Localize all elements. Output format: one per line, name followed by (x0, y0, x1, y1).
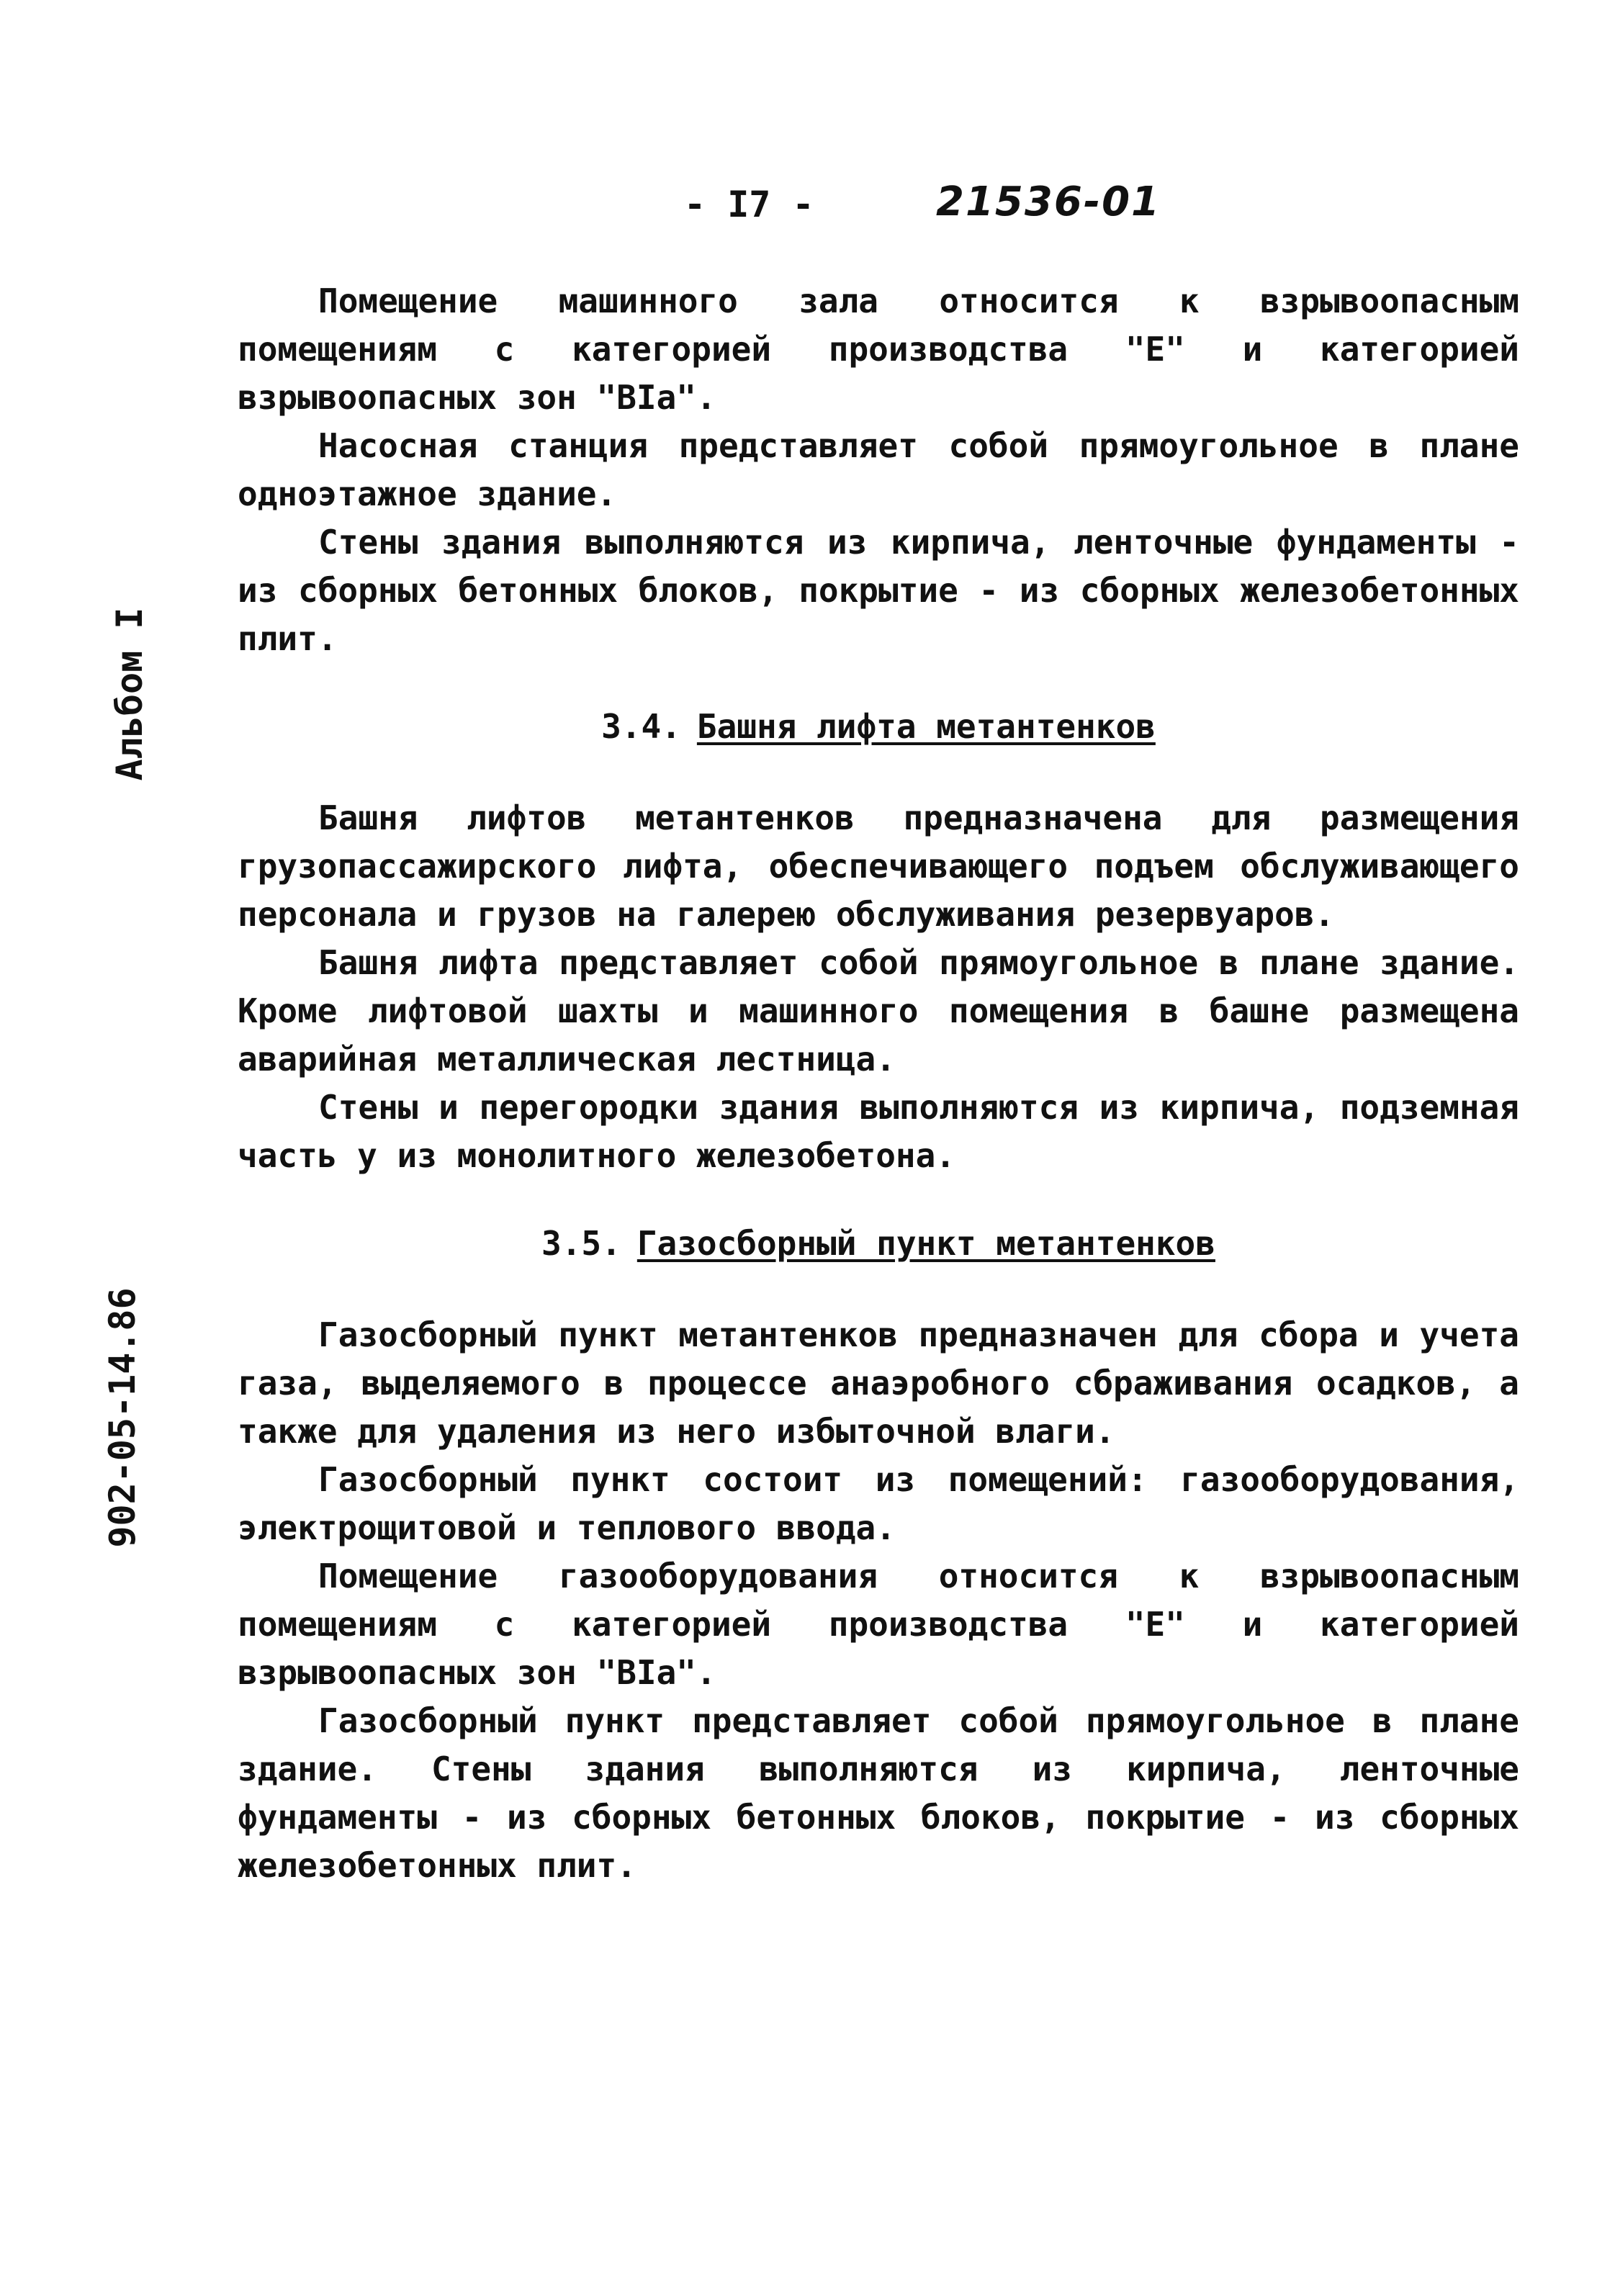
album-label: Альбом I (109, 607, 150, 781)
paragraph: Помещение машинного зала относится к взрывоопасным помещениям с категорией производства "Е" и категорией взрывоопасных зон "ВIа". (238, 282, 1519, 417)
section-title: Газосборный пункт метантенков (636, 1224, 1215, 1263)
paragraph: Газосборный пункт метантенков предназначен для сбора и учета газа, выделяемого в процессе анаэробного сбраживания осадков, а также для удаления из него избыточной влаги. (238, 1315, 1519, 1451)
paragraph: Стены здания выполняются из кирпича, ленточные фундаменты - из сборных бетонных блоков, покрытие - из сборных железобетонных плит. (238, 523, 1519, 658)
document-body (238, 277, 1519, 1890)
paragraph: Помещение газооборудования относится к взрывоопасным помещениям с категорией производства "Е" и категорией взрывоопасных зон "ВIа". (238, 1557, 1519, 1692)
section-heading-3-5 (238, 1220, 1519, 1268)
section-number: 3.4. (601, 707, 681, 746)
section-heading-3-4 (238, 703, 1519, 751)
paragraph: Газосборный пункт представляет собой прямоугольное в плане здание. Стены здания выполняются из кирпича, ленточные фундаменты - из сборных бетонных блоков, покрытие - из сборных железобетонных плит. (238, 1701, 1519, 1885)
paragraph: Стены и перегородки здания выполняются из кирпича, подземная часть у из монолитного железобетона. (238, 1088, 1519, 1175)
section-title: Башня лифта метантенков (696, 707, 1156, 746)
paragraph: Газосборный пункт состоит из помещений: газооборудования, электрощитовой и теплового ввода. (238, 1460, 1519, 1547)
paragraph: Башня лифта представляет собой прямоугольное в плане здание. Кроме лифтовой шахты и машинного помещения в башне размещена аварийная металлическая лестница. (238, 943, 1519, 1079)
section-number: 3.5. (541, 1224, 621, 1263)
page-number: - I7 - (684, 184, 814, 225)
project-code-label: 902-05-14.86 (102, 1287, 143, 1548)
paragraph: Насосная станция представляет собой прямоугольное в плане одноэтажное здание. (238, 426, 1519, 513)
paragraph: Башня лифтов метантенков предназначена для размещения грузопассажирского лифта, обеспечивающего подъем обслуживающего персонала и грузов на галерею обслуживания резервуаров. (238, 798, 1519, 934)
document-code: 21536-01 (936, 179, 1161, 225)
